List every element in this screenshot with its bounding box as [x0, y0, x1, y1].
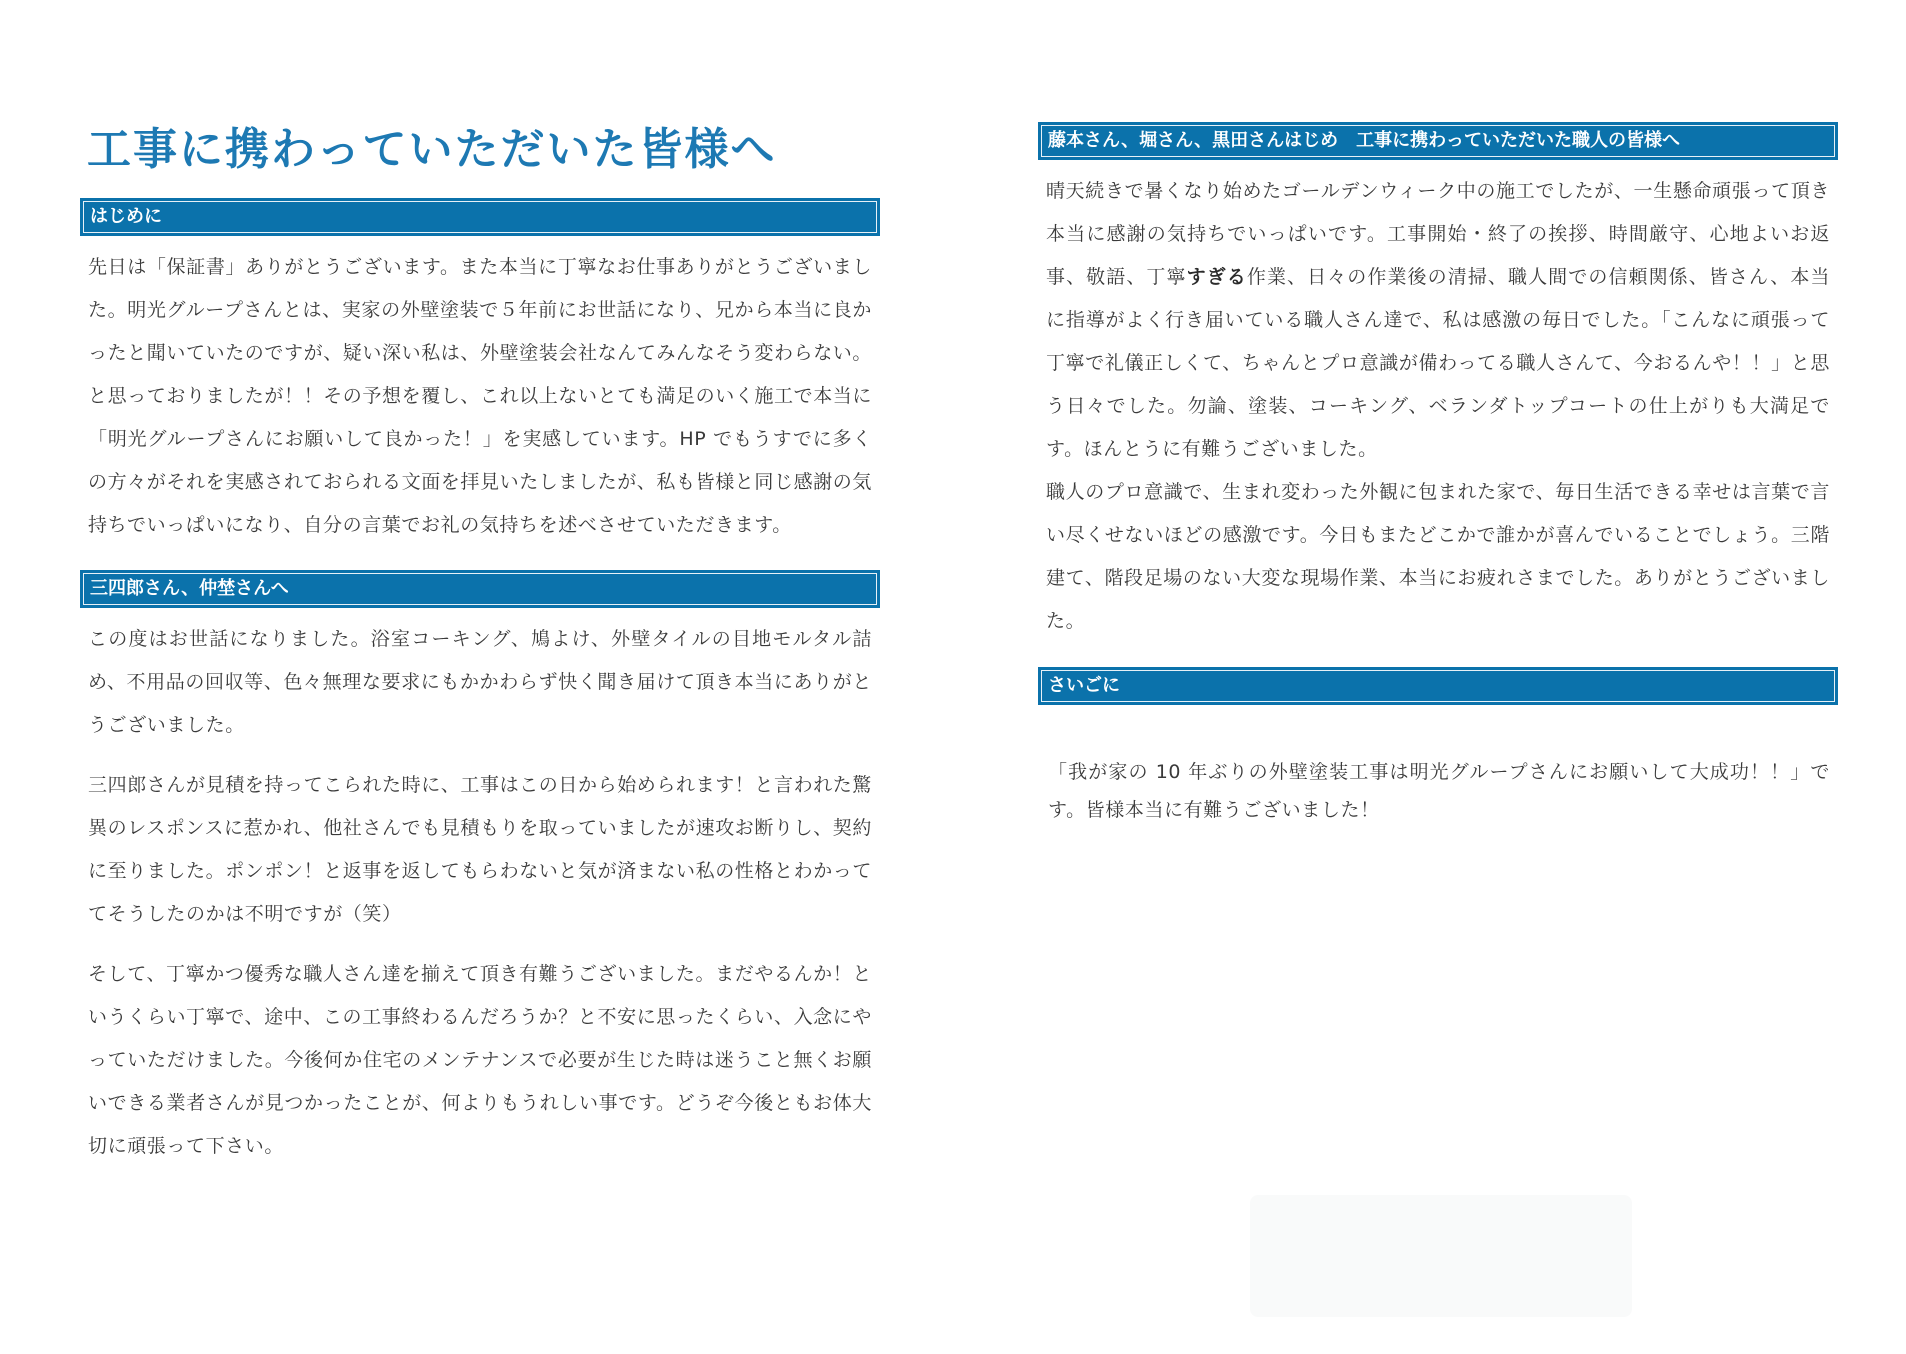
section-heading-intro: はじめに	[80, 198, 880, 236]
craftsmen-text-b: 作業、日々の作業後の清掃、職人間での信頼関係、皆さん、本当に指導がよく行き届いている職人さん達で、私は感激の毎日でした。「こんなに頑張って丁寧で礼儀正しくて、ちゃんとプロ意識が備わってる職人さんて、今おるんや！！」と思う日々でした。勿論、塗装、コーキング、ベランダトップコートの仕上がりも大満足です。ほんとうに有難うございました。	[1046, 266, 1831, 460]
craftsmen-text-a: 晴天続きで暑くなり始めたゴールデンウィーク中の施工でしたが、一生懸命頑張って頂き本当に感謝の気持ちでいっぱいです。工事開始・終了の挨拶、時間厳守、心地よいお返事、敬語、丁寧	[1046, 180, 1830, 288]
craftsmen-paragraph-1	[1038, 170, 1838, 471]
left-column	[80, 198, 880, 1168]
sales-paragraph-3: そして、丁寧かつ優秀な職人さん達を揃えて頂き有難うございました。まだやるんか！というくらい丁寧で、途中、この工事終わるんだろうか？と不安に思ったくらい、入念にやっていただけました。今後何か住宅のメンテナンスで必要が生じた時は迷うこと無くお願いできる業者さんが見つかったことが、何よりもうれしい事です。どうぞ今後ともお体大切に頑張って下さい。	[88, 963, 872, 1157]
page-title: 工事に携わっていただいた皆様へ	[87, 124, 777, 175]
section-heading-craftsmen: 藤本さん、堀さん、黒田さんはじめ 工事に携わっていただいた職人の皆様へ	[1038, 122, 1838, 160]
sales-paragraph-2: 三四郎さんが見積を持ってこられた時に、工事はこの日から始められます！と言われた驚異のレスポンスに惹かれ、他社さんでも見積もりを取っていましたが速攻お断りし、契約に至りました。ポンポン！と返事を返してもらわないと気が済まない私の性格とわかっててそうしたのかは不明ですが（笑）	[88, 774, 873, 925]
right-column	[1038, 122, 1838, 829]
section-heading-sales: 三四郎さん、仲埜さんへ	[80, 570, 880, 608]
craftsmen-paragraph-2: 職人のプロ意識で、生まれ変わった外観に包まれた家で、毎日生活できる幸せは言葉で言い尽くせないほどの感激です。今日もまたどこかで誰かが喜んでいることでしょう。三階建て、階段足場のない大変な現場作業、本当にお疲れさまでした。ありがとうございました。	[1046, 481, 1830, 632]
intro-paragraph: 先日は「保証書」ありがとうございます。また本当に丁寧なお仕事ありがとうございました。明光グループさんとは、実家の外壁塗装で５年前にお世話になり、兄から本当に良かったと聞いていたのですが、疑い深い私は、外壁塗装会社なんてみんなそう変わらない。と思っておりましたが！！その予想を覆し、これ以上ないとても満足のいく施工で本当に「明光グループさんにお願いして良かった！」を実感しています。HP でもうすでに多くの方々がそれを実感されておられる文面を拝見いたしましたが、私も皆様と同じ感謝の気持ちでいっぱいになり、自分の言葉でお礼の気持ちを述べさせていただきます。	[88, 256, 873, 536]
emphasis-text: すぎる	[1186, 266, 1247, 288]
section-heading-closing: さいごに	[1038, 667, 1838, 705]
closing-paragraph: 「我が家の 10 年ぶりの外壁塗装工事は明光グループさんにお願いして大成功！！」です。皆様本当に有難うございました！	[1048, 761, 1830, 821]
sales-paragraph-1: この度はお世話になりました。浴室コーキング、鳩よけ、外壁タイルの目地モルタル詰め、不用品の回収等、色々無理な要求にもかかわらず快く聞き届けて頂き本当にありがとうございました。	[88, 628, 872, 736]
faint-watermark-box	[1250, 1195, 1632, 1317]
